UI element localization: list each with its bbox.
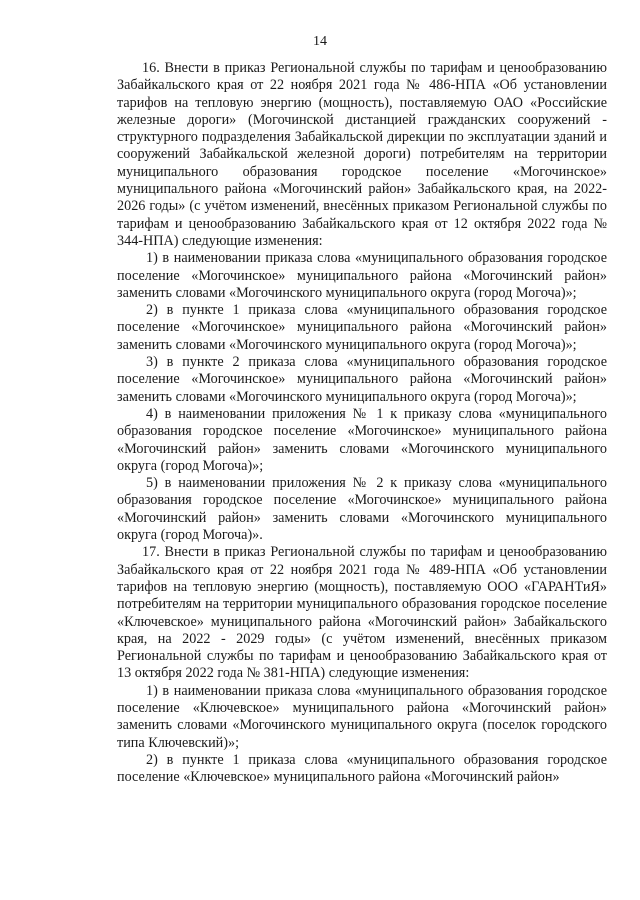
section-17-intro: 17. Внести в приказ Региональной службы по тарифам и ценообразованию Забайкальского края от 22 ноября 2021 года № 489-НПА «Об установлении тарифов на тепловую энергию (мощность), поставляемую ООО «ГАРАНТиЯ» потребителям на территории муниципального образования городское поселение «Ключевское» муниципального района «Могочинский район» Забайкальского края, на 2022 - 2029 годы» (с учётом изменений, внесённых приказом Региональной службы по тарифам и ценообразованию Забайкальского края от 13 октября 2022 года № 381-НПА) следующие изменения: [117, 544, 607, 682]
section-16-item-5: 5) в наименовании приложения № 2 к приказу слова «муниципального образования городское поселение «Могочинское» муниципального района «Могочинский район» заменить словами «Могочинского муниципального округа (город Могоча)». [117, 475, 607, 544]
section-16-item-1: 1) в наименовании приказа слова «муниципального образования городское поселение «Могочинское» муниципального района «Могочинский район» заменить словами «Могочинского муниципального округа (город Могоча)»; [117, 250, 607, 301]
section-16-item-2: 2) в пункте 1 приказа слова «муниципального образования городское поселение «Могочинское» муниципального района «Могочинский район» заменить словами «Могочинского муниципального округа (город Могоча)»; [117, 302, 607, 353]
section-17-item-1: 1) в наименовании приказа слова «муниципального образования городское поселение «Ключевское» муниципального района «Могочинский район» заменить словами «Могочинского муниципального округа (поселок городского типа Ключевский)»; [117, 682, 607, 751]
document-body [117, 60, 607, 786]
section-16-item-3: 3) в пункте 2 приказа слова «муниципального образования городское поселение «Могочинское» муниципального района «Могочинский район» заменить словами «Могочинского муниципального округа (город Могоча)»; [117, 354, 607, 405]
section-17-item-2: 2) в пункте 1 приказа слова «муниципального образования городское поселение «Ключевское» муниципального района «Могочинский район» [117, 751, 607, 786]
section-16-intro: 16. Внести в приказ Региональной службы по тарифам и ценообразованию Забайкальского края от 22 ноября 2021 года № 486-НПА «Об установлении тарифов на тепловую энергию (мощность), поставляемую ОАО «Российские железные дороги» (Могочинской дистанцией гражданских сооружений - структурного подразделения Забайкальской дирекции по эксплуатации зданий и сооружений Забайкальской железной дороги) потребителям на территории муниципального образования городское поселение «Могочинское» муниципального района «Могочинский район» Забайкальского края, на 2022-2026 годы» (с учётом изменений, внесённых приказом Региональной службы по тарифам и ценообразованию Забайкальского края от 12 октября 2022 года № 344-НПА) следующие изменения: [117, 60, 607, 249]
page-number: 14 [313, 34, 327, 49]
section-16-item-4: 4) в наименовании приложения № 1 к приказу слова «муниципального образования городское поселение «Могочинское» муниципального района «Могочинский район» заменить словами «Могочинского муниципального округа (город Могоча)»; [117, 405, 607, 474]
